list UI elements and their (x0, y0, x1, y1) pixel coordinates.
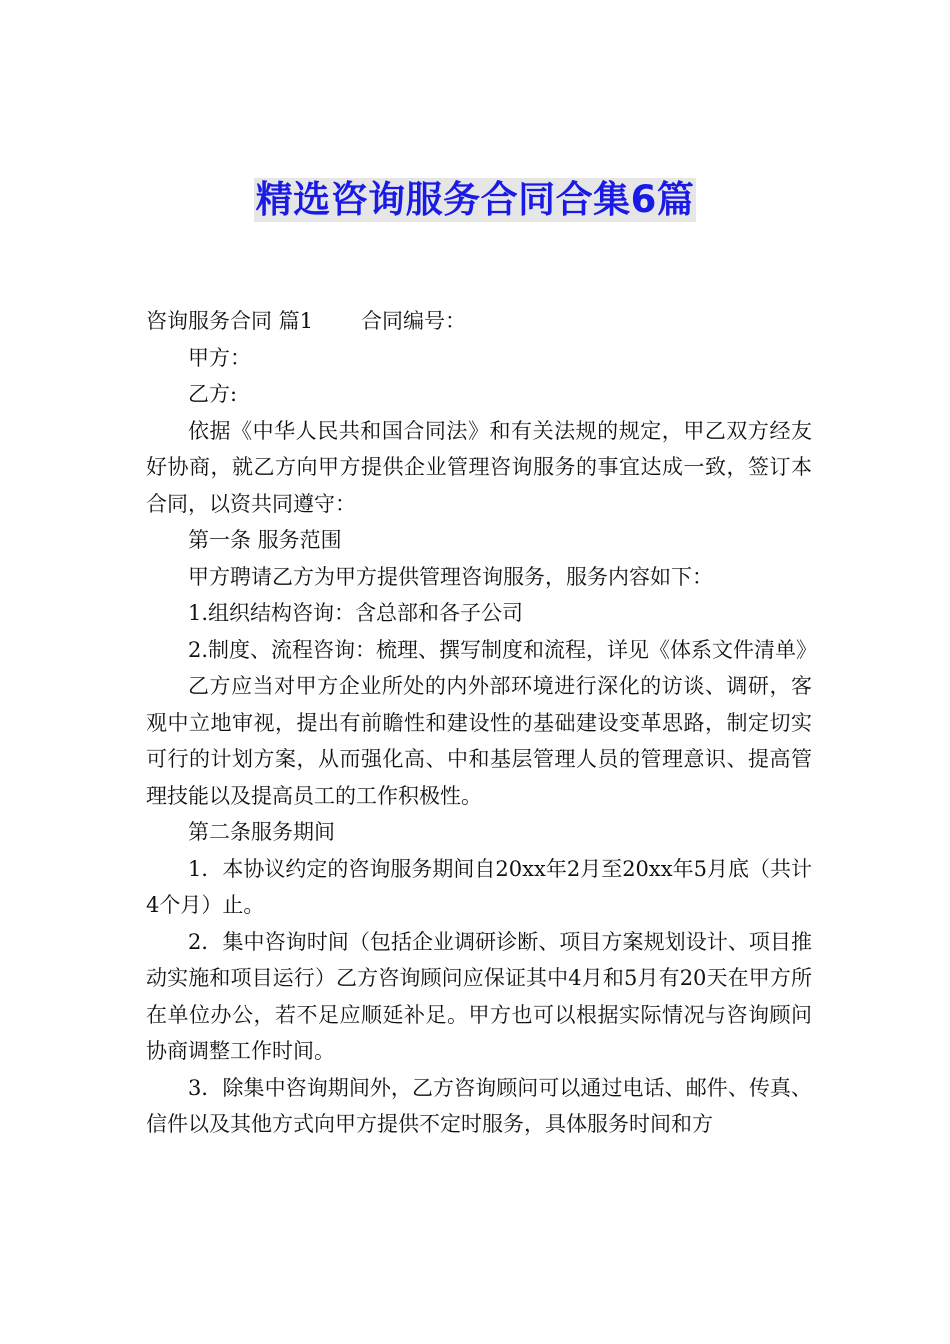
paragraph-term-1: 1．本协议约定的咨询服务期间自20xx年2月至20xx年5月底（共计4个月）止。 (146, 856, 812, 917)
contract-heading (146, 303, 812, 340)
paragraph-service-item-2: 2.制度、流程咨询：梳理、撰写制度和流程，详见《体系文件清单》 (188, 637, 818, 662)
contract-number-label: 合同编号： (361, 309, 467, 333)
paragraph-service-item-1: 1.组织结构咨询：含总部和各子公司 (188, 601, 524, 625)
article-1-heading: 第一条 服务范围 (188, 528, 342, 552)
contract-heading-left: 咨询服务合同 篇1 (146, 309, 314, 333)
paragraph-party-b: 乙方: (188, 382, 238, 406)
title-area (0, 178, 950, 222)
article-2-heading: 第二条服务期间 (188, 820, 335, 844)
paragraph-service-intro: 甲方聘请乙方为甲方提供管理咨询服务，服务内容如下： (188, 564, 713, 589)
paragraph-term-3: 3．除集中咨询期间外，乙方咨询顾问可以通过电话、邮件、传真、信件以及其他方式向甲方提供不定时服务，具体服务时间和方 (146, 1075, 812, 1136)
document-body (146, 303, 818, 1143)
paragraph-basis: 依据《中华人民共和国合同法》和有关法规的规定，甲乙双方经友好协商，就乙方向甲方提供企业管理咨询服务的事宜达成一致，签订本合同，以资共同遵守： (146, 418, 812, 516)
paragraph-party-a: 甲方： (188, 345, 251, 370)
document-title: 精选咨询服务合同合集6篇 (255, 178, 695, 221)
paragraph-term-2: 2．集中咨询时间（包括企业调研诊断、项目方案规划设计、项目推动实施和项目运行）乙方咨询顾问应保证其中4月和5月有20天在甲方所在单位办公，若不足应顺延补足。甲方也可以根据实际情况与咨询顾问协商调整工作时间。 (146, 929, 812, 1063)
paragraph-party-b-duty: 乙方应当对甲方企业所处的内外部环境进行深化的访谈、调研，客观中立地审视，提出有前瞻性和建设性的基础建设变革思路，制定切实可行的计划方案，从而强化高、中和基层管理人员的管理意识、提高管理技能以及提高员工的工作积极性。 (146, 674, 812, 808)
